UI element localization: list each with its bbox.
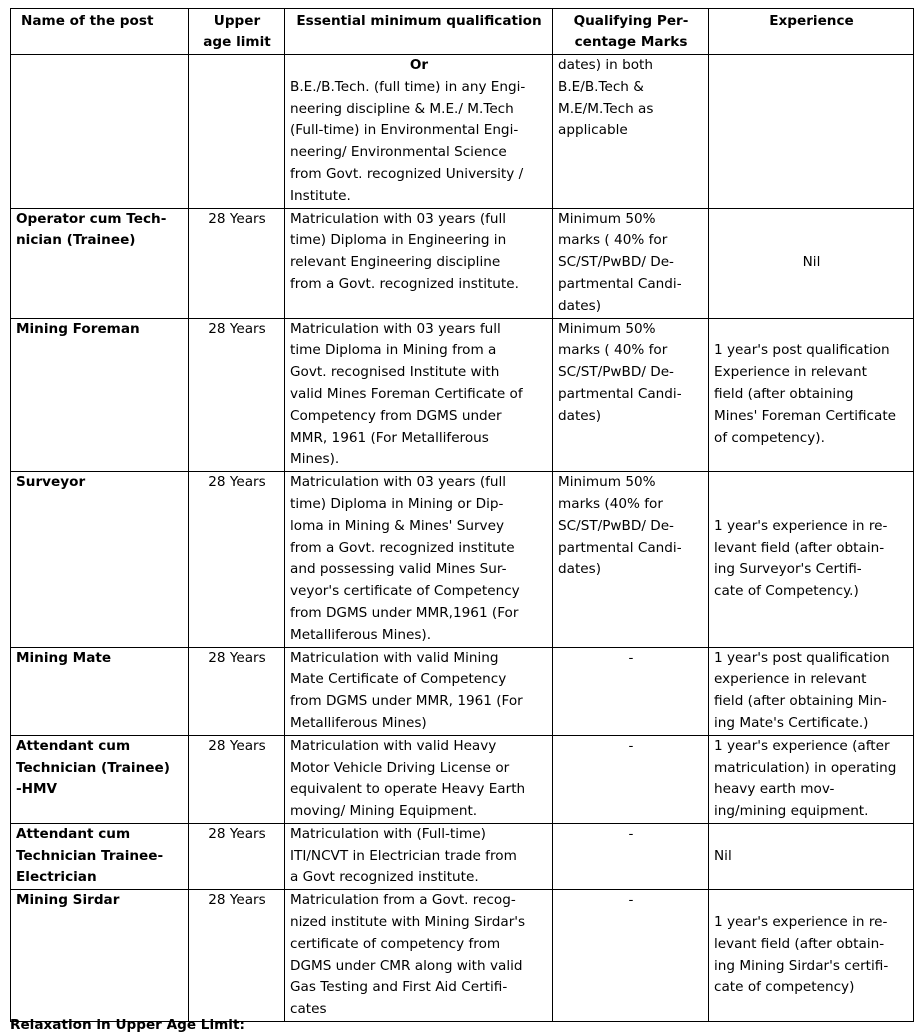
experience-line: 1 year's experience in re- <box>714 517 888 534</box>
qualification-line: time) Diploma in Engineering in <box>290 232 507 249</box>
experience-cell <box>709 647 914 735</box>
marks-line: partmental Candi- <box>558 385 682 402</box>
experience-line: Mines' Foreman Certificate <box>714 407 897 424</box>
experience-line: heavy earth mov- <box>714 781 835 798</box>
qualification-line: time) Diploma in Mining or Dip- <box>290 495 504 512</box>
marks-line: M.E/M.Tech as <box>558 100 654 117</box>
post-name-line: Technician Trainee- <box>16 847 164 864</box>
qualifying-marks-cell <box>553 55 709 209</box>
header-age-line-1: Upper <box>213 13 261 29</box>
marks-line: dates) <box>558 561 602 578</box>
marks-line: marks (40% for <box>558 495 663 512</box>
marks-line: SC/ST/PwBD/ De- <box>558 364 674 381</box>
qualification-line: Metalliferous Mines) <box>290 714 427 731</box>
post-name-line: Attendant cum <box>16 737 131 754</box>
qualification-cell <box>285 208 553 318</box>
qualification-line: from Govt. recognized University / <box>290 165 524 182</box>
post-name-line: Electrician <box>16 869 97 886</box>
qualification-line: (Full-time) in Environmental Engi- <box>290 122 519 139</box>
experience-line: Experience in relevant <box>714 364 867 381</box>
qualification-line: neering discipline & M.E./ M.Tech <box>290 100 514 117</box>
qualification-cell <box>285 318 553 472</box>
experience-cell <box>709 318 914 472</box>
marks-line: dates) <box>558 407 602 424</box>
qualification-line: Competency from DGMS under <box>290 407 502 424</box>
marks-line: B.E/B.Tech & <box>558 78 644 95</box>
header-upper-age-limit <box>189 9 285 55</box>
qualifying-marks-cell <box>553 472 709 647</box>
post-name-line: Attendant cum <box>16 825 131 842</box>
post-name-cell <box>11 318 189 472</box>
experience-line: 1 year's experience (after <box>714 737 890 754</box>
experience-line: ing Surveyor's Certifi- <box>714 561 862 578</box>
qualification-line: Matriculation with (Full-time) <box>290 825 486 842</box>
or-separator: Or <box>409 57 429 73</box>
header-marks-line-2: centage Marks <box>574 34 688 50</box>
marks-line: marks ( 40% for <box>558 342 668 359</box>
qualification-line: Matriculation with 03 years (full <box>290 210 507 227</box>
experience-line: of competency). <box>714 429 825 446</box>
experience-cell: Nil <box>709 823 914 889</box>
qualification-line: Gas Testing and First Aid Certifi- <box>290 979 508 996</box>
footer-cut-heading <box>10 1016 245 1033</box>
experience-line: ing/mining equipment. <box>714 803 869 820</box>
experience-line: 1 year's experience in re- <box>714 914 888 931</box>
experience-line: cate of competency) <box>714 979 855 996</box>
qualifying-marks-cell: - <box>553 890 709 1022</box>
marks-line: Minimum 50% <box>558 320 656 337</box>
qualification-cell <box>285 890 553 1022</box>
post-name-line: Surveyor <box>16 474 86 491</box>
qualification-line: Matriculation with valid Mining <box>290 649 499 666</box>
qualification-line: Mines). <box>290 451 340 468</box>
qualifying-marks-cell <box>553 208 709 318</box>
marks-line: partmental Candi- <box>558 539 682 556</box>
post-name-line: Mining Foreman <box>16 320 140 337</box>
qualification-line: from a Govt. recognized institute. <box>290 275 519 292</box>
qualifying-marks-cell: - <box>553 735 709 823</box>
qualification-cell <box>285 472 553 647</box>
qualification-line: B.E./B.Tech. (full time) in any Engi- <box>290 78 526 95</box>
qualifying-marks-cell: - <box>553 647 709 735</box>
marks-line: dates) <box>558 297 602 314</box>
marks-line: SC/ST/PwBD/ De- <box>558 517 674 534</box>
qualification-line: veyor's certificate of Competency <box>290 583 520 600</box>
experience-cell <box>709 55 914 209</box>
marks-line: dates) in both <box>558 57 653 73</box>
post-name-line: Operator cum Tech- <box>16 210 167 227</box>
age-limit-cell: 28 Years <box>189 823 285 889</box>
post-name-cell <box>11 735 189 823</box>
experience-cell <box>709 890 914 1022</box>
header-marks-line-1: Qualifying Per- <box>573 13 689 29</box>
footer-cut-text: Relaxation in Upper Age Limit: <box>10 1017 245 1033</box>
qualification-line: DGMS under CMR along with valid <box>290 957 523 974</box>
qualification-line: Matriculation with valid Heavy <box>290 737 497 754</box>
qualification-line: Mate Certificate of Competency <box>290 671 507 688</box>
qualification-line: Institute. <box>290 187 351 204</box>
qualification-line: Govt. recognised Institute with <box>290 364 500 381</box>
qualification-line: cates <box>290 1001 327 1018</box>
experience-line: 1 year's post qualification <box>714 342 890 359</box>
marks-line: partmental Candi- <box>558 275 682 292</box>
qualification-line: time Diploma in Mining from a <box>290 342 497 359</box>
qualification-line: Motor Vehicle Driving License or <box>290 759 510 776</box>
qualification-cell <box>285 735 553 823</box>
post-name-cell <box>11 55 189 209</box>
qualification-line: ITI/NCVT in Electrician trade from <box>290 847 517 864</box>
qualification-line: Matriculation from a Govt. recog- <box>290 892 516 909</box>
experience-cell <box>709 735 914 823</box>
header-qualifying-marks <box>553 9 709 55</box>
post-name-line: Mining Mate <box>16 649 112 666</box>
age-limit-cell: 28 Years <box>189 735 285 823</box>
post-name-line: Technician (Trainee) <box>16 759 170 776</box>
qualification-line: from a Govt. recognized institute <box>290 539 515 556</box>
qualification-line: neering/ Environmental Science <box>290 144 507 161</box>
post-name-line: nician (Trainee) <box>16 232 136 249</box>
marks-line: Minimum 50% <box>558 474 656 491</box>
qualification-line: equivalent to operate Heavy Earth <box>290 781 526 798</box>
recruitment-posts-table <box>10 8 914 1022</box>
table-row <box>11 890 914 1022</box>
post-name-cell <box>11 647 189 735</box>
age-limit-cell: 28 Years <box>189 208 285 318</box>
qualification-line: a Govt recognized institute. <box>290 869 479 886</box>
post-name-cell <box>11 472 189 647</box>
qualification-cell <box>285 647 553 735</box>
age-limit-cell <box>189 55 285 209</box>
qualification-line: certificate of competency from <box>290 935 501 952</box>
table-row <box>11 735 914 823</box>
post-name-cell <box>11 823 189 889</box>
marks-line: applicable <box>558 122 628 139</box>
qualification-line: MMR, 1961 (For Metalliferous <box>290 429 489 446</box>
post-name-cell <box>11 208 189 318</box>
marks-line: SC/ST/PwBD/ De- <box>558 254 674 271</box>
experience-line: levant field (after obtain- <box>714 935 885 952</box>
header-experience: Experience <box>709 9 914 55</box>
experience-line: matriculation) in operating <box>714 759 897 776</box>
qualification-line: nized institute with Mining Sirdar's <box>290 914 526 931</box>
experience-line: cate of Competency.) <box>714 583 859 600</box>
table-row <box>11 472 914 647</box>
age-limit-cell: 28 Years <box>189 472 285 647</box>
experience-cell: Nil <box>709 208 914 318</box>
post-name-cell <box>11 890 189 1022</box>
qualification-line: valid Mines Foreman Certificate of <box>290 385 523 402</box>
post-name-line: Mining Sirdar <box>16 892 120 909</box>
experience-line: field (after obtaining Min- <box>714 693 887 710</box>
qualification-line: moving/ Mining Equipment. <box>290 803 478 820</box>
table-row <box>11 647 914 735</box>
table-row <box>11 55 914 209</box>
qualification-cell <box>285 55 553 209</box>
marks-line: Minimum 50% <box>558 210 656 227</box>
table-row <box>11 318 914 472</box>
post-name-line: -HMV <box>16 781 58 798</box>
table-row <box>11 823 914 889</box>
header-age-line-2: age limit <box>203 34 271 50</box>
qualifying-marks-cell <box>553 318 709 472</box>
header-qualification: Essential minimum qualification <box>285 9 553 55</box>
qualification-line: from DGMS under MMR, 1961 (For <box>290 693 523 710</box>
age-limit-cell: 28 Years <box>189 647 285 735</box>
experience-line: field (after obtaining <box>714 385 854 402</box>
qualification-cell <box>285 823 553 889</box>
qualification-line: Matriculation with 03 years full <box>290 320 501 337</box>
marks-line: marks ( 40% for <box>558 232 668 249</box>
age-limit-cell: 28 Years <box>189 318 285 472</box>
qualification-line: from DGMS under MMR,1961 (For <box>290 604 519 621</box>
experience-line: ing Mate's Certificate.) <box>714 714 869 731</box>
experience-cell <box>709 472 914 647</box>
qualification-line: and possessing valid Mines Sur- <box>290 561 507 578</box>
header-name-of-post: Name of the post <box>11 9 189 55</box>
qualification-line: relevant Engineering discipline <box>290 254 501 271</box>
age-limit-cell: 28 Years <box>189 890 285 1022</box>
experience-line: ing Mining Sirdar's certifi- <box>714 957 889 974</box>
table-header-row <box>11 9 914 55</box>
qualification-line: loma in Mining & Mines' Survey <box>290 517 504 534</box>
qualification-line: Matriculation with 03 years (full <box>290 474 507 491</box>
experience-line: experience in relevant <box>714 671 867 688</box>
table-row <box>11 208 914 318</box>
qualification-line: Metalliferous Mines). <box>290 626 432 643</box>
experience-line: levant field (after obtain- <box>714 539 885 556</box>
qualifying-marks-cell: - <box>553 823 709 889</box>
experience-line: 1 year's post qualification <box>714 649 890 666</box>
